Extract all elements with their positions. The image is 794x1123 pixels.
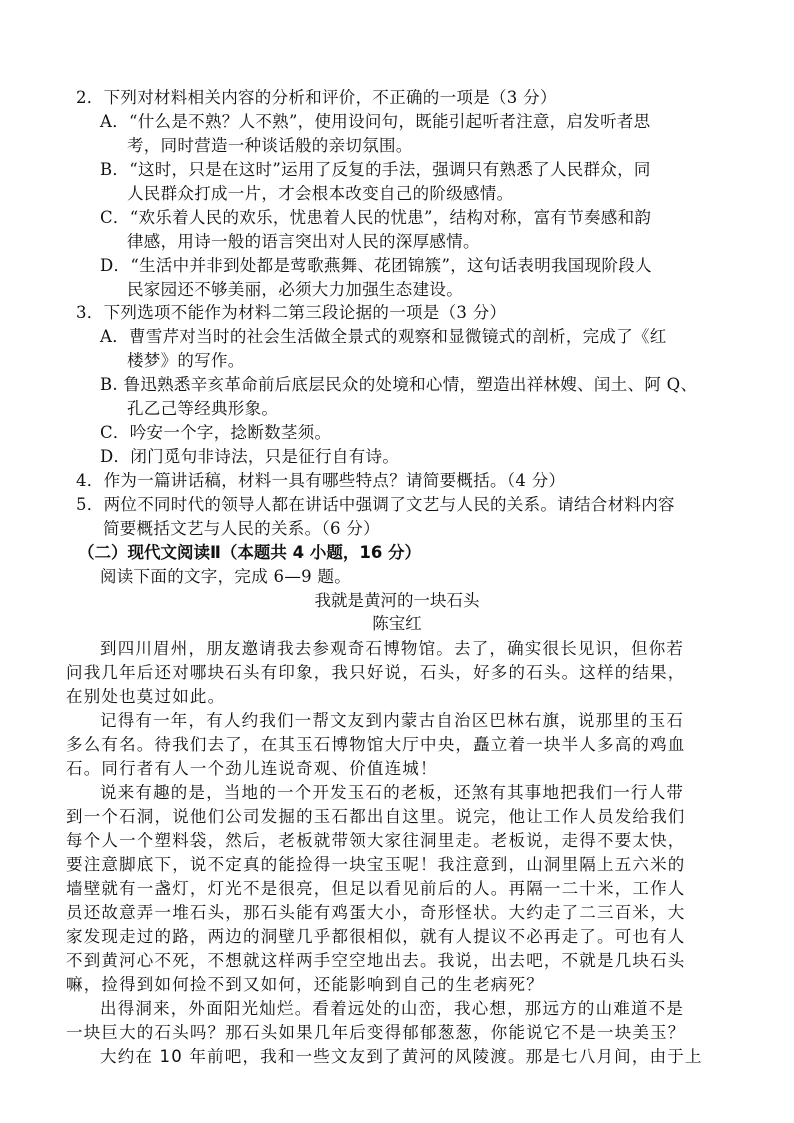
question-3-option-b-cont: 孔乙己等经典形象。 [127, 399, 279, 418]
question-2-option-c: C．“欢乐着人民的欢乐，忧患着人民的忧患”，结构对称，富有节奏感和韵 [100, 208, 652, 227]
article-line: 石。同行者有人一个劲儿连说奇观、价值连城！ [66, 759, 438, 778]
question-2-option-b: B．“这时，只是在这时”运用了反复的手法，强调只有熟悉了人民群众，同 [100, 160, 651, 179]
question-2-option-a-cont: 考，同时营造一种谈话般的亲切氛围。 [127, 136, 413, 155]
article-line: 墙壁就有一盏灯，灯光不是很亮，但足以看见前后的人。再隔一二十米，工作人 [66, 879, 686, 898]
article-line: 多么有名。待我们去了，在其玉石博物馆大厅中央，矗立着一块半人多高的鸡血 [66, 735, 686, 754]
question-3-option-a: A．曹雪芹对当时的社会生活做全景式的观察和显微镜式的剖析，完成了《红 [100, 327, 667, 346]
section-instruction: 阅读下面的文字，完成 6—9 题。 [100, 567, 352, 586]
article-line: 大约在 10 年前吧，我和一些文友到了黄河的风陵渡。那是七八月间，由于上 [100, 1047, 703, 1066]
question-2-stem: 2．下列对材料相关内容的分析和评价，不正确的一项是（3 分） [76, 88, 557, 107]
section-heading: （二）现代文阅读Ⅱ（本题共 4 小题，16 分） [78, 543, 422, 562]
question-2-option-a: A．“什么是不熟？人不熟”，使用设问句，既能引起听者注意，启发听者思 [100, 112, 651, 131]
article-line: 记得有一年，有人约我们一帮文友到内蒙古自治区巴林右旗，说那里的玉石 [100, 711, 685, 730]
question-3-option-d: D．闭门觅句非诗法，只是征行自有诗。 [100, 447, 400, 466]
question-2-option-b-cont: 人民群众打成一片，才会根本改变自己的阶级感情。 [127, 184, 514, 203]
question-3-stem: 3．下列选项不能作为材料二第三段论据的一项是（3 分） [76, 303, 507, 322]
article-line: 不到黄河心不死，不想就这样两手空空地出去。我说，出去吧，不就是几块石头 [66, 951, 686, 970]
question-5: 5．两位不同时代的领导人都在讲话中强调了文艺与人民的关系。请结合材料内容 [76, 495, 675, 514]
article-title: 我就是黄河的一块石头 [314, 591, 480, 610]
article-line: 一块巨大的石头吗？那石头如果几年后变得郁郁葱葱，你能说它不是一块美玉？ [66, 1023, 686, 1042]
article-line: 每个人一个塑料袋，然后，老板就带领大家往洞里走。老板说，走得不要太快， [66, 831, 686, 850]
question-3-option-b: B. 鲁迅熟悉辛亥革命前后底层民众的处境和心情，塑造出祥林嫂、闰土、阿 Q、 [100, 375, 698, 394]
article-line: 嘛，捡得到如何捡不到又如何，还能影响到自己的生老病死？ [66, 975, 544, 994]
article-line: 到一个石洞，说他们公司发掘的玉石都出自这里。说完，他让工作人员发给我们 [66, 807, 686, 826]
question-5-cont: 简要概括文艺与人民的关系。（6 分） [103, 519, 380, 538]
question-2-option-c-cont: 律感，用诗一般的语言突出对人民的深厚感情。 [127, 232, 480, 251]
article-line: 要注意脚底下，说不定真的能捡得一块宝玉呢！我注意到，山洞里隔上五六米的 [66, 855, 686, 874]
article-line: 在别处也莫过如此。 [66, 687, 226, 706]
question-2-option-d-cont: 民家园还不够美丽，必须大力加强生态建设。 [127, 280, 463, 299]
question-3-option-a-cont: 楼梦》的写作。 [127, 351, 245, 370]
article-author: 陈宝红 [372, 614, 422, 633]
article-line: 问我几年后还对哪块石头有印象，我只好说，石头，好多的石头。这样的结果， [66, 663, 686, 682]
question-4: 4．作为一篇讲话稿，材料一具有哪些特点？请简要概括。（4 分） [76, 471, 566, 490]
article-line: 家发现走过的路，两边的洞壁几乎都很相似，就有人提议不必再走了。可也有人 [66, 927, 686, 946]
article-line: 出得洞来，外面阳光灿烂。看着远处的山峦，我心想，那远方的山难道不是 [100, 999, 685, 1018]
article-line: 到四川眉州，朋友邀请我去参观奇石博物馆。去了，确实很长见识，但你若 [100, 639, 685, 658]
question-3-option-c: C．吟安一个字，捻断数茎须。 [100, 423, 332, 442]
question-2-option-d: D．“生活中并非到处都是莺歌燕舞、花团锦簇”，这句话表明我国现阶段人 [100, 256, 652, 275]
article-line: 说来有趣的是，当地的一个开发玉石的老板，还煞有其事地把我们一行人带 [100, 783, 685, 802]
article-line: 员还故意弄一堆石头，那石头能有鸡蛋大小，奇形怪状。大约走了二三百米，大 [66, 903, 686, 922]
